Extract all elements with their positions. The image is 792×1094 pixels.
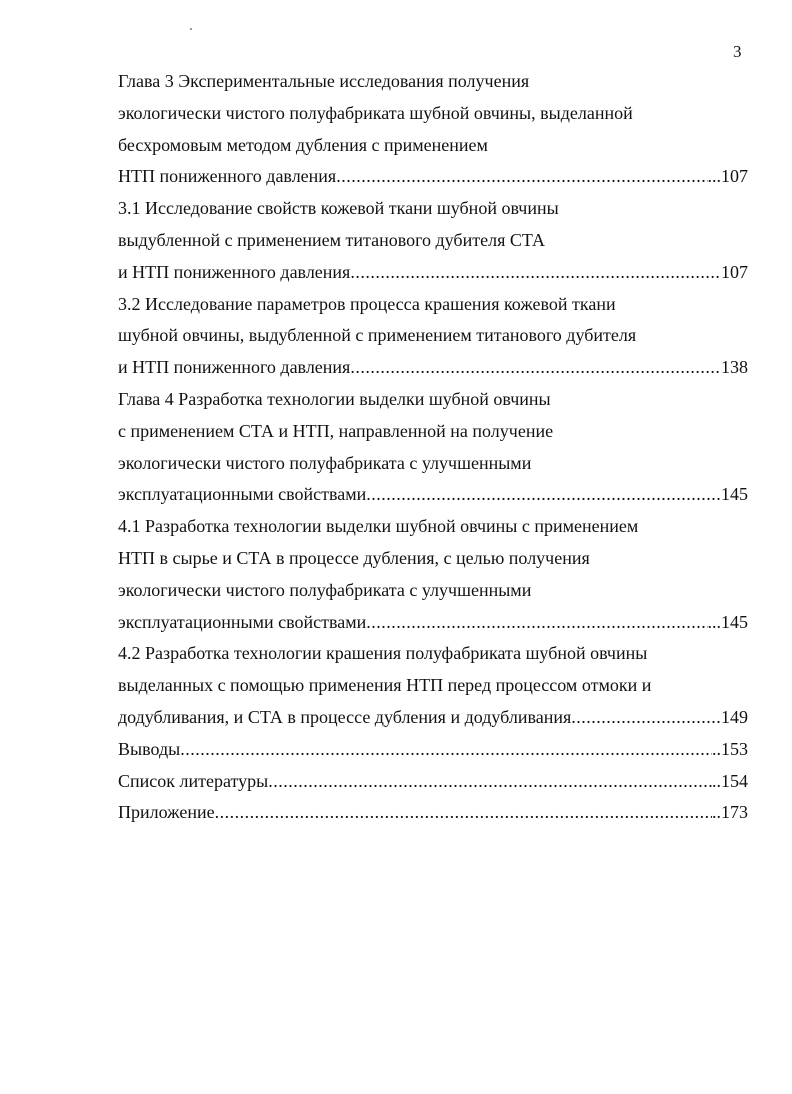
toc-line [118, 448, 748, 480]
toc-entry-text: и НТП пониженного давления [118, 357, 351, 378]
toc-line [118, 511, 748, 543]
toc-page-number: 145 [721, 484, 748, 505]
dot-leader [350, 257, 721, 289]
toc-entry-text: НТП в сырье и СТА в процессе дубления, с целью получения [118, 547, 590, 568]
toc-line [118, 734, 748, 766]
toc-entry-text: НТП пониженного давления [118, 166, 337, 187]
toc-page-number: ..154 [712, 770, 748, 791]
toc-entry-text: и НТП пониженного давления [118, 261, 351, 282]
dot-leader [336, 161, 707, 193]
toc-page-number: 149 [721, 706, 748, 727]
toc-entry-text: Выводы [118, 738, 181, 759]
dot-leader [366, 607, 707, 639]
toc-line [118, 797, 748, 829]
toc-line [118, 225, 748, 257]
toc-entry-text: 4.1 Разработка технологии выделки шубной овчины с применением [118, 516, 639, 537]
toc-line [118, 416, 748, 448]
toc-line [118, 638, 748, 670]
toc-entry-text: шубной овчины, выдубленной с применением титанового дубителя [118, 325, 637, 346]
toc-page-number: 138 [721, 357, 748, 378]
toc-entry-text: 4.2 Разработка технологии крашения полуфабриката шубной овчины [118, 643, 648, 664]
dot-leader [366, 479, 721, 511]
toc-entry-text: экологически чистого полуфабриката с улучшенными [118, 579, 532, 600]
toc-line [118, 161, 748, 193]
toc-entry-text: Приложение [118, 802, 215, 823]
toc-line [118, 543, 748, 575]
toc-entry-text: с применением СТА и НТП, направленной на получение [118, 420, 554, 441]
dot-leader [180, 734, 712, 766]
toc-entry-text: Глава 4 Разработка технологии выделки шубной овчины [118, 388, 551, 409]
toc-page-number: ..153 [712, 738, 748, 759]
table-of-contents [118, 66, 748, 829]
toc-page-number: ..173 [712, 802, 748, 823]
toc-line [118, 384, 748, 416]
page-number: 3 [733, 42, 742, 61]
dot-leader [268, 766, 712, 798]
toc-entry-text: бесхромовым методом дубления с применением [118, 134, 488, 155]
toc-entry-text: эксплуатационными свойствами [118, 484, 367, 505]
toc-entry-text: эксплуатационными свойствами [118, 611, 367, 632]
scan-speck [190, 28, 192, 30]
toc-line [118, 670, 748, 702]
toc-line [118, 320, 748, 352]
toc-entry-text: Глава 3 Экспериментальные исследования получения [118, 71, 530, 91]
toc-line [118, 130, 748, 162]
dot-leader [571, 702, 721, 734]
toc-page-number: 107 [721, 261, 748, 282]
toc-entry-text: додубливания, и СТА в процессе дубления и додубливания [118, 706, 572, 727]
toc-line [118, 289, 748, 321]
toc-entry-text: экологически чистого полуфабриката с улучшенными [118, 452, 532, 473]
toc-line [118, 352, 748, 384]
toc-entry-text: выдубленной с применением титанового дубителя СТА [118, 229, 545, 250]
toc-entry-text: выделанных с помощью применения НТП перед процессом отмоки и [118, 675, 652, 696]
toc-entry-text: 3.2 Исследование параметров процесса крашения кожевой ткани [118, 293, 616, 314]
toc-line [118, 257, 748, 289]
toc-line [118, 766, 748, 798]
toc-line [118, 575, 748, 607]
toc-entry-text: экологически чистого полуфабриката шубной овчины, выделанной [118, 102, 633, 123]
toc-line [118, 702, 748, 734]
toc-line [118, 66, 748, 98]
toc-page-number: ...107 [707, 166, 748, 187]
toc-line [118, 479, 748, 511]
dot-leader [215, 797, 712, 829]
toc-line [118, 193, 748, 225]
toc-entry-text: Список литературы [118, 770, 269, 791]
toc-line [118, 607, 748, 639]
toc-entry-text: 3.1 Исследование свойств кожевой ткани шубной овчины [118, 198, 559, 219]
dot-leader [350, 352, 721, 384]
toc-line [118, 98, 748, 130]
toc-page-number: ...145 [707, 611, 748, 632]
